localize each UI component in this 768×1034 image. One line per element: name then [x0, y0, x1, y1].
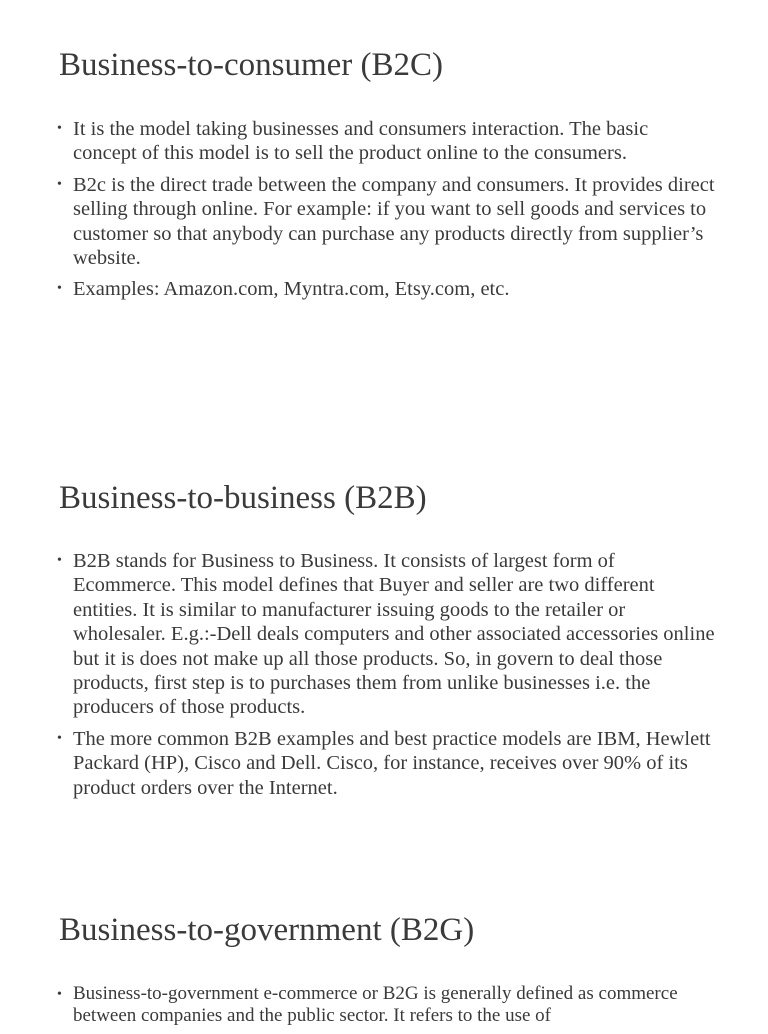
bullet-item: [57, 117, 717, 166]
bullet-text: B2c is the direct trade between the company and consumers. It provides direct selling through online. For example: if you want to sell goods and services to customer so that anybody can purchase any products directly from supplier’s website.: [73, 173, 715, 270]
bullet-list: [57, 549, 717, 807]
bullet-text: B2B stands for Business to Business. It consists of largest form of Ecommerce. This model defines that Buyer and seller are two different entities. It is similar to manufacturer issuing goods to the retailer or wholesaler. E.g.:-Dell deals computers and other associated accessories online but it is does not make up all those products. So, in govern to deal those products, first step is to purchases them from unlike businesses i.e. the producers of those products.: [73, 550, 715, 719]
bullet-item: [57, 277, 717, 301]
bullet-item: [57, 173, 717, 271]
bullet-text: The more common B2B examples and best practice models are IBM, Hewlett Packard (HP), Cisco and Dell. Cisco, for instance, receives over 90% of its product orders over the Internet.: [73, 727, 711, 799]
bullet-dot-icon: •: [57, 553, 62, 568]
slide-title: Business-to-business (B2B): [59, 480, 427, 516]
slide-title: Business-to-government (B2G): [59, 912, 475, 948]
bullet-text: It is the model taking businesses and consumers interaction. The basic concept of this model is to sell the product online to the consumers.: [73, 118, 649, 165]
slide-title: Business-to-consumer (B2C): [59, 47, 444, 83]
bullet-list: [57, 983, 717, 1034]
bullet-dot-icon: •: [57, 176, 62, 192]
bullet-dot-icon: •: [57, 730, 62, 746]
bullet-item: [57, 727, 717, 800]
bullet-item: [57, 983, 717, 1027]
bullet-dot-icon: •: [57, 281, 62, 297]
bullet-list: [57, 117, 717, 309]
bullet-item: [57, 549, 717, 720]
bullet-text: Examples: Amazon.com, Myntra.com, Etsy.com, etc.: [73, 278, 510, 301]
bullet-text: Business-to-government e-commerce or B2G is generally defined as commerce between companies and the public sector. It refers to the use of: [73, 983, 678, 1026]
bullet-dot-icon: •: [57, 987, 62, 1002]
bullet-dot-icon: •: [57, 121, 62, 136]
